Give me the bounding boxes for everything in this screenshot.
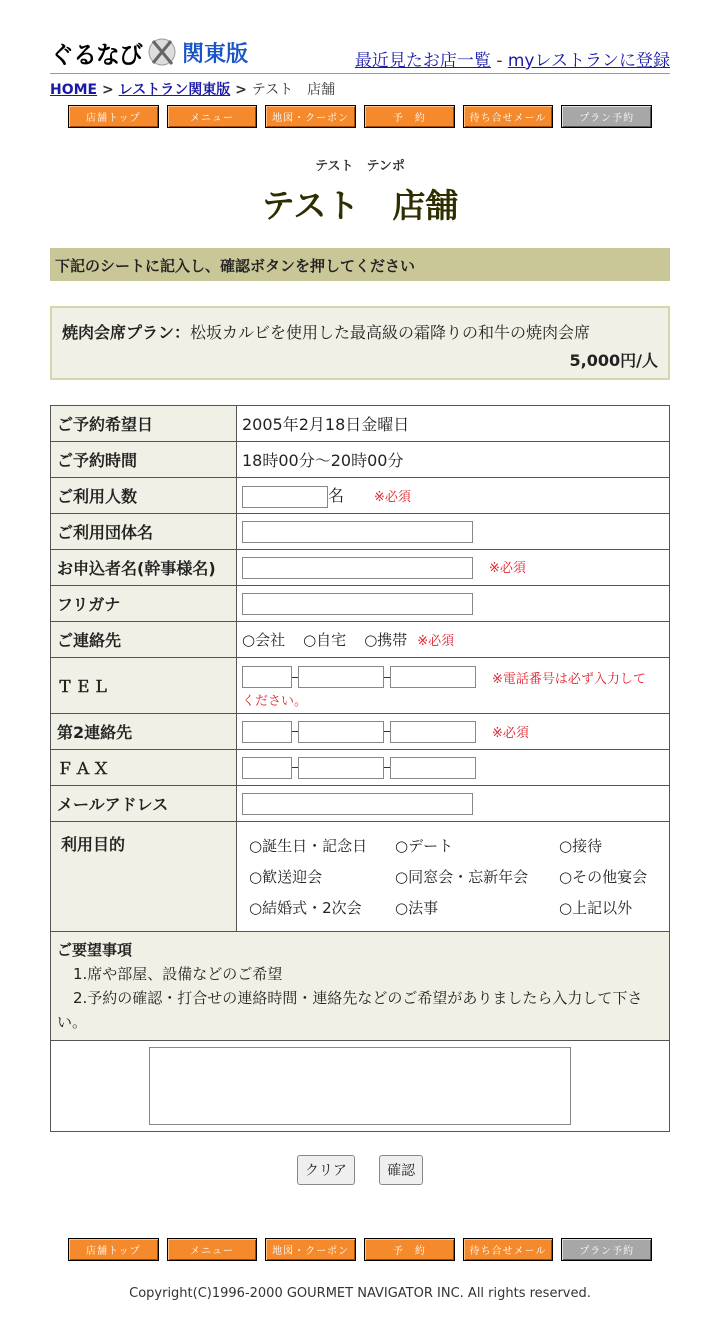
form-row-request-info	[51, 932, 670, 1041]
copyright: Copyright(C)1996-2000 GOURMET NAVIGATOR INC. All rights reserved.	[129, 1286, 591, 1301]
tel-note-cont: ください。	[242, 694, 308, 709]
time-label: ご予約時間	[51, 442, 237, 478]
tel-input-3[interactable]	[390, 666, 476, 688]
applicant-label: お申込者名(幹事様名)	[51, 550, 237, 586]
form-row-fax	[51, 750, 670, 786]
nav-meeting-mail[interactable]: 待ち合せメール	[463, 1238, 554, 1261]
tel-note: ※電話番号は必ず入力して	[492, 671, 646, 687]
my-restaurant-link[interactable]: myレストランに登録	[507, 51, 670, 71]
header-divider	[50, 73, 670, 74]
purpose-label: 利用目的	[51, 822, 237, 932]
breadcrumb-current: テスト 店舗	[251, 82, 336, 98]
breadcrumb	[50, 79, 335, 99]
fax-input-2[interactable]	[298, 757, 384, 779]
nav-meeting-mail[interactable]: 待ち合せメール	[463, 105, 554, 128]
purpose-date[interactable]: ○デート	[395, 837, 454, 855]
required-mark: ※必須	[374, 490, 411, 506]
purpose-row	[249, 830, 669, 861]
purpose-memorial[interactable]: ○法事	[395, 899, 439, 917]
purpose-farewell[interactable]: ○歓送迎会	[249, 868, 323, 886]
people-label: ご利用人数	[51, 478, 237, 514]
date-label: ご予約希望日	[51, 406, 237, 442]
purpose-row	[249, 861, 669, 892]
instruction-banner: 下記のシートに記入し、確認ボタンを押してください	[50, 248, 670, 281]
nav-reservation[interactable]: 予 約	[364, 105, 455, 128]
store-name-kana: テスト テンポ	[315, 159, 405, 174]
second-tel-input-3[interactable]	[390, 721, 476, 743]
nav-reservation[interactable]: 予 約	[364, 1238, 455, 1261]
fork-knife-icon	[146, 36, 178, 68]
store-name: テスト 店舗	[261, 186, 459, 225]
form-row-time	[51, 442, 670, 478]
form-row-purpose	[51, 822, 670, 932]
reservation-form	[50, 405, 670, 1132]
tel-label: ＴＥＬ	[51, 658, 237, 714]
second-contact-label: 第2連絡先	[51, 714, 237, 750]
request-label: ご要望事項	[57, 941, 133, 959]
form-row-furigana	[51, 586, 670, 622]
site-logo[interactable]	[50, 36, 250, 68]
fax-input-3[interactable]	[390, 757, 476, 779]
breadcrumb-region[interactable]: レストラン関東版	[118, 82, 231, 98]
top-links	[355, 46, 670, 71]
form-row-applicant	[51, 550, 670, 586]
second-tel-input-2[interactable]	[298, 721, 384, 743]
logo-region: 関東版	[182, 41, 249, 67]
email-input[interactable]	[242, 793, 473, 815]
form-row-second-contact	[51, 714, 670, 750]
required-mark: ※必須	[492, 726, 529, 741]
form-row-group	[51, 514, 670, 550]
nav-plan-reservation[interactable]: プラン予約	[561, 1238, 652, 1261]
form-row-tel	[51, 658, 670, 714]
time-value: 18時00分～20時00分	[237, 442, 670, 478]
form-row-date	[51, 406, 670, 442]
people-input[interactable]	[242, 486, 328, 508]
form-row-contact	[51, 622, 670, 658]
request-hint-2: 2.予約の確認・打合せの連絡時間・連絡先などのご希望がありましたら入力して下さい。	[57, 989, 643, 1031]
request-textarea[interactable]	[149, 1047, 571, 1125]
purpose-business[interactable]: ○接待	[559, 837, 603, 855]
furigana-input[interactable]	[242, 593, 473, 615]
required-mark: ※必須	[489, 561, 526, 576]
people-unit: 名	[328, 486, 345, 506]
purpose-wedding[interactable]: ○結婚式・2次会	[249, 899, 362, 917]
form-actions	[0, 1155, 720, 1185]
contact-radio-company[interactable]: ○会社	[242, 631, 286, 649]
request-hint-1: 1.席や部屋、設備などのご希望	[73, 965, 283, 983]
purpose-other-party[interactable]: ○その他宴会	[559, 868, 648, 886]
group-label: ご利用団体名	[51, 514, 237, 550]
nav-store-top[interactable]: 店舗トップ	[68, 105, 159, 128]
plan-price: 5,000円/人	[569, 351, 658, 370]
link-separator: -	[490, 51, 508, 71]
furigana-label: フリガナ	[51, 586, 237, 622]
second-tel-input-1[interactable]	[242, 721, 292, 743]
contact-radio-home[interactable]: ○自宅	[303, 631, 347, 649]
plan-box	[50, 306, 670, 380]
breadcrumb-sep: >	[97, 82, 119, 98]
tel-input-1[interactable]	[242, 666, 292, 688]
date-value: 2005年2月18日金曜日	[237, 406, 670, 442]
purpose-birthday[interactable]: ○誕生日・記念日	[249, 837, 368, 855]
nav-menu[interactable]: メニュー	[167, 1238, 258, 1261]
plan-description: 松坂カルビを使用した最高級の霜降りの和牛の焼肉会席	[190, 323, 591, 342]
form-row-people	[51, 478, 670, 514]
applicant-name-input[interactable]	[242, 557, 473, 579]
confirm-button[interactable]: 確認	[379, 1155, 423, 1185]
logo-text: ぐるなび	[50, 40, 142, 69]
nav-map-coupon[interactable]: 地図・クーポン	[265, 105, 356, 128]
purpose-other[interactable]: ○上記以外	[559, 899, 633, 917]
email-label: メールアドレス	[51, 786, 237, 822]
fax-label: ＦＡＸ	[51, 750, 237, 786]
required-mark: ※必須	[417, 634, 455, 649]
nav-store-top[interactable]: 店舗トップ	[68, 1238, 159, 1261]
recent-shops-link[interactable]: 最近見たお店一覧	[354, 51, 491, 71]
group-name-input[interactable]	[242, 521, 473, 543]
nav-menu[interactable]: メニュー	[167, 105, 258, 128]
contact-radio-mobile[interactable]: ○携帯	[364, 631, 408, 649]
purpose-row	[249, 892, 669, 923]
contact-label: ご連絡先	[51, 622, 237, 658]
form-row-request-input	[51, 1041, 670, 1132]
store-nav-top	[68, 105, 652, 128]
nav-map-coupon[interactable]: 地図・クーポン	[265, 1238, 356, 1261]
clear-button[interactable]: クリア	[297, 1155, 355, 1185]
plan-title: 焼肉会席プラン：	[62, 323, 191, 342]
nav-plan-reservation[interactable]: プラン予約	[561, 105, 652, 128]
breadcrumb-home[interactable]: HOME	[50, 82, 98, 98]
form-row-email	[51, 786, 670, 822]
tel-input-2[interactable]	[298, 666, 384, 688]
store-nav-bottom	[68, 1238, 652, 1261]
breadcrumb-sep: >	[230, 82, 252, 98]
fax-input-1[interactable]	[242, 757, 292, 779]
purpose-reunion[interactable]: ○同窓会・忘新年会	[395, 868, 529, 886]
